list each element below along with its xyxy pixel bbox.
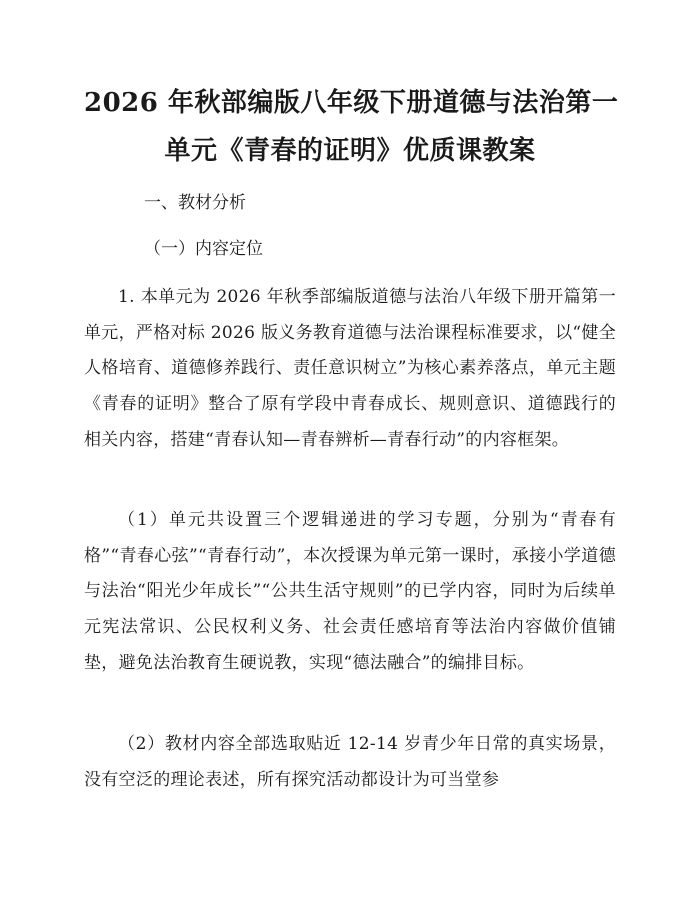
paragraph-textbook-content: （2）教材内容全部选取贴近 12-14 岁青少年日常的真实场景，没有空泛的理论表述，所有探究活动都设计为可当堂参 bbox=[84, 734, 616, 790]
paragraph-unit-overview: 1. 本单元为 2026 年秋季部编版道德与法治八年级下册开篇第一单元，严格对标 2026 版义务教育道德与法治课程标准要求，以“健全人格培育、道德修养践行、责任意识树立”为核心素养落点，单元主题《青春的证明》整合了原有学段中青春成长、规则意识、道德践行的相关内容，搭建“青春认知—青春辨析—青春行动”的内容框架。 bbox=[84, 287, 616, 450]
section-heading-textbook-analysis: 一、教材分析 bbox=[144, 193, 246, 213]
document-title-line-2: 单元《青春的证明》优质课教案 bbox=[164, 136, 536, 166]
paragraph-unit-topics: （1）单元共设置三个逻辑递进的学习专题，分别为“青春有格”“青春心弦”“青春行动”，本次授课为单元第一课时，承接小学道德与法治“阳光少年成长”“公共生活守规则”的已学内容，同时为后续单元宪法常识、公民权利义务、社会责任感培育等法治内容做价值铺垫，避免法治教育生硬说教，实现“德法融合”的编排目标。 bbox=[84, 510, 616, 673]
document-title-line-1: 2026 年秋部编版八年级下册道德与法治第一 bbox=[84, 88, 619, 118]
subsection-heading-content-positioning: （一）内容定位 bbox=[144, 239, 263, 259]
